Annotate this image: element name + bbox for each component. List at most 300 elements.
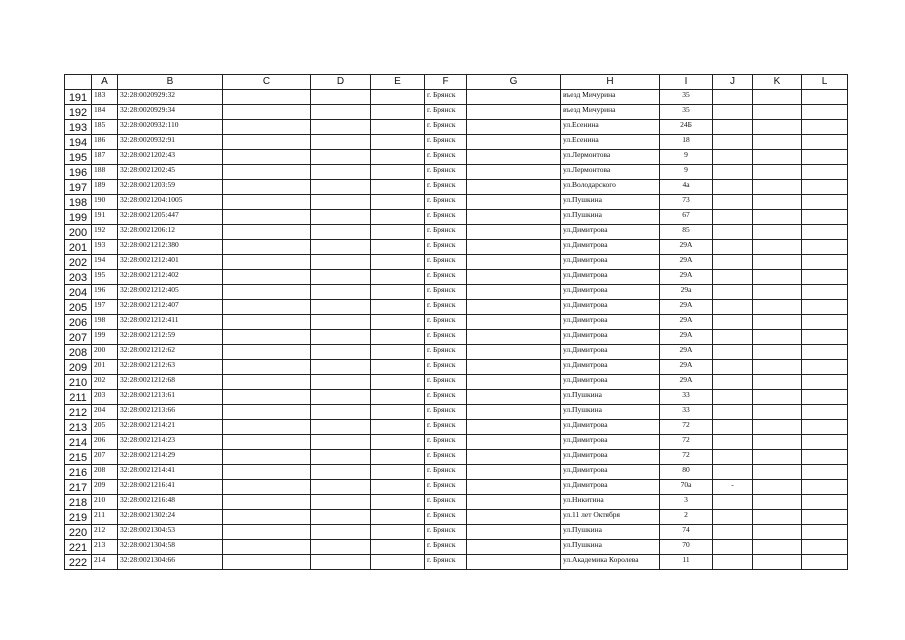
cell-k[interactable] xyxy=(753,495,802,510)
cell-b-cadastral-number[interactable]: 32:28:0021214:29 xyxy=(118,450,223,465)
cell-l[interactable] xyxy=(802,525,848,540)
cell-a[interactable]: 214 xyxy=(92,555,118,570)
cell-k[interactable] xyxy=(753,390,802,405)
row-number[interactable]: 216 xyxy=(65,465,92,480)
cell-l[interactable] xyxy=(802,465,848,480)
cell-a[interactable]: 184 xyxy=(92,105,118,120)
cell-l[interactable] xyxy=(802,375,848,390)
row-number[interactable]: 213 xyxy=(65,420,92,435)
row-number[interactable]: 201 xyxy=(65,240,92,255)
cell-c[interactable] xyxy=(223,90,311,105)
cell-i-house-number[interactable]: 18 xyxy=(660,135,713,150)
cell-i-house-number[interactable]: 85 xyxy=(660,225,713,240)
cell-l[interactable] xyxy=(802,450,848,465)
cell-j[interactable] xyxy=(713,315,753,330)
cell-b-cadastral-number[interactable]: 32:28:0021206:12 xyxy=(118,225,223,240)
cell-g[interactable] xyxy=(467,495,561,510)
cell-l[interactable] xyxy=(802,270,848,285)
cell-h-street[interactable]: ул.Лермонтова xyxy=(561,150,660,165)
cell-c[interactable] xyxy=(223,510,311,525)
cell-f-city[interactable]: г. Брянск xyxy=(425,390,467,405)
cell-g[interactable] xyxy=(467,450,561,465)
cell-i-house-number[interactable]: 29А xyxy=(660,375,713,390)
cell-h-street[interactable]: въезд Мичурина xyxy=(561,105,660,120)
cell-h-street[interactable]: ул.Пушкина xyxy=(561,390,660,405)
cell-f-city[interactable]: г. Брянск xyxy=(425,465,467,480)
cell-l[interactable] xyxy=(802,510,848,525)
cell-c[interactable] xyxy=(223,360,311,375)
cell-a[interactable]: 190 xyxy=(92,195,118,210)
cell-f-city[interactable]: г. Брянск xyxy=(425,435,467,450)
cell-c[interactable] xyxy=(223,165,311,180)
column-header-b[interactable]: B xyxy=(118,75,223,90)
cell-l[interactable] xyxy=(802,405,848,420)
cell-b-cadastral-number[interactable]: 32:28:0021204:1005 xyxy=(118,195,223,210)
cell-e[interactable] xyxy=(371,555,425,570)
cell-d[interactable] xyxy=(311,195,371,210)
row-number[interactable]: 204 xyxy=(65,285,92,300)
row-number[interactable]: 203 xyxy=(65,270,92,285)
cell-c[interactable] xyxy=(223,405,311,420)
cell-d[interactable] xyxy=(311,135,371,150)
cell-j[interactable] xyxy=(713,135,753,150)
cell-i-house-number[interactable]: 35 xyxy=(660,90,713,105)
cell-a[interactable]: 213 xyxy=(92,540,118,555)
cell-i-house-number[interactable]: 2 xyxy=(660,510,713,525)
cell-k[interactable] xyxy=(753,105,802,120)
cell-a[interactable]: 186 xyxy=(92,135,118,150)
cell-c[interactable] xyxy=(223,240,311,255)
cell-h-street[interactable]: ул.Пушкина xyxy=(561,195,660,210)
cell-g[interactable] xyxy=(467,510,561,525)
cell-h-street[interactable]: ул.Никитина xyxy=(561,495,660,510)
cell-i-house-number[interactable]: 29а xyxy=(660,285,713,300)
cell-k[interactable] xyxy=(753,240,802,255)
cell-f-city[interactable]: г. Брянск xyxy=(425,540,467,555)
cell-g[interactable] xyxy=(467,315,561,330)
cell-e[interactable] xyxy=(371,195,425,210)
cell-h-street[interactable]: ул.Пушкина xyxy=(561,405,660,420)
cell-b-cadastral-number[interactable]: 32:28:0021214:21 xyxy=(118,420,223,435)
cell-b-cadastral-number[interactable]: 32:28:0021212:59 xyxy=(118,330,223,345)
cell-j[interactable] xyxy=(713,495,753,510)
cell-k[interactable] xyxy=(753,525,802,540)
cell-k[interactable] xyxy=(753,480,802,495)
cell-h-street[interactable]: ул.Пушкина xyxy=(561,210,660,225)
cell-c[interactable] xyxy=(223,210,311,225)
cell-f-city[interactable]: г. Брянск xyxy=(425,90,467,105)
cell-f-city[interactable]: г. Брянск xyxy=(425,345,467,360)
row-number[interactable]: 191 xyxy=(65,90,92,105)
cell-j[interactable] xyxy=(713,285,753,300)
cell-f-city[interactable]: г. Брянск xyxy=(425,285,467,300)
cell-j[interactable] xyxy=(713,540,753,555)
cell-e[interactable] xyxy=(371,135,425,150)
cell-e[interactable] xyxy=(371,525,425,540)
cell-k[interactable] xyxy=(753,165,802,180)
column-header-h[interactable]: H xyxy=(561,75,660,90)
cell-i-house-number[interactable]: 29А xyxy=(660,315,713,330)
cell-c[interactable] xyxy=(223,195,311,210)
cell-b-cadastral-number[interactable]: 32:28:0021212:411 xyxy=(118,315,223,330)
cell-e[interactable] xyxy=(371,345,425,360)
cell-l[interactable] xyxy=(802,285,848,300)
cell-e[interactable] xyxy=(371,285,425,300)
cell-k[interactable] xyxy=(753,90,802,105)
cell-i-house-number[interactable]: 29А xyxy=(660,270,713,285)
cell-a[interactable]: 204 xyxy=(92,405,118,420)
cell-f-city[interactable]: г. Брянск xyxy=(425,225,467,240)
cell-k[interactable] xyxy=(753,285,802,300)
cell-i-house-number[interactable]: 33 xyxy=(660,405,713,420)
cell-j[interactable] xyxy=(713,90,753,105)
cell-c[interactable] xyxy=(223,270,311,285)
cell-j[interactable] xyxy=(713,360,753,375)
cell-j[interactable] xyxy=(713,465,753,480)
cell-i-house-number[interactable]: 11 xyxy=(660,555,713,570)
cell-k[interactable] xyxy=(753,510,802,525)
cell-f-city[interactable]: г. Брянск xyxy=(425,255,467,270)
cell-e[interactable] xyxy=(371,255,425,270)
cell-k[interactable] xyxy=(753,405,802,420)
cell-i-house-number[interactable]: 35 xyxy=(660,105,713,120)
row-number[interactable]: 196 xyxy=(65,165,92,180)
cell-i-house-number[interactable]: 67 xyxy=(660,210,713,225)
row-number[interactable]: 192 xyxy=(65,105,92,120)
cell-j[interactable] xyxy=(713,120,753,135)
cell-f-city[interactable]: г. Брянск xyxy=(425,210,467,225)
row-number[interactable]: 215 xyxy=(65,450,92,465)
cell-l[interactable] xyxy=(802,225,848,240)
cell-a[interactable]: 191 xyxy=(92,210,118,225)
cell-h-street[interactable]: ул.Димитрова xyxy=(561,270,660,285)
cell-i-house-number[interactable]: 80 xyxy=(660,465,713,480)
cell-c[interactable] xyxy=(223,300,311,315)
column-header-c[interactable]: C xyxy=(223,75,311,90)
row-number[interactable]: 205 xyxy=(65,300,92,315)
cell-g[interactable] xyxy=(467,105,561,120)
cell-a[interactable]: 185 xyxy=(92,120,118,135)
cell-e[interactable] xyxy=(371,390,425,405)
cell-a[interactable]: 195 xyxy=(92,270,118,285)
cell-h-street[interactable]: ул.11 лет Октября xyxy=(561,510,660,525)
cell-h-street[interactable]: ул.Димитрова xyxy=(561,255,660,270)
cell-a[interactable]: 192 xyxy=(92,225,118,240)
cell-b-cadastral-number[interactable]: 32:28:0021212:401 xyxy=(118,255,223,270)
column-header-e[interactable]: E xyxy=(371,75,425,90)
column-header-l[interactable]: L xyxy=(802,75,848,90)
cell-a[interactable]: 205 xyxy=(92,420,118,435)
cell-h-street[interactable]: ул.Димитрова xyxy=(561,435,660,450)
cell-e[interactable] xyxy=(371,375,425,390)
cell-b-cadastral-number[interactable]: 32:28:0021302:24 xyxy=(118,510,223,525)
cell-d[interactable] xyxy=(311,270,371,285)
cell-a[interactable]: 199 xyxy=(92,330,118,345)
cell-b-cadastral-number[interactable]: 32:28:0020929:34 xyxy=(118,105,223,120)
cell-g[interactable] xyxy=(467,300,561,315)
cell-j[interactable] xyxy=(713,270,753,285)
cell-l[interactable] xyxy=(802,495,848,510)
cell-h-street[interactable]: ул.Димитрова xyxy=(561,300,660,315)
cell-g[interactable] xyxy=(467,375,561,390)
cell-f-city[interactable]: г. Брянск xyxy=(425,165,467,180)
cell-g[interactable] xyxy=(467,150,561,165)
cell-e[interactable] xyxy=(371,405,425,420)
cell-e[interactable] xyxy=(371,165,425,180)
cell-f-city[interactable]: г. Брянск xyxy=(425,555,467,570)
cell-a[interactable]: 210 xyxy=(92,495,118,510)
cell-c[interactable] xyxy=(223,390,311,405)
cell-e[interactable] xyxy=(371,495,425,510)
cell-i-house-number[interactable]: 29А xyxy=(660,255,713,270)
cell-j[interactable] xyxy=(713,330,753,345)
cell-h-street[interactable]: ул.Димитрова xyxy=(561,345,660,360)
cell-d[interactable] xyxy=(311,480,371,495)
cell-f-city[interactable]: г. Брянск xyxy=(425,300,467,315)
cell-h-street[interactable]: ул.Димитрова xyxy=(561,285,660,300)
cell-k[interactable] xyxy=(753,420,802,435)
cell-c[interactable] xyxy=(223,180,311,195)
row-number[interactable]: 200 xyxy=(65,225,92,240)
cell-e[interactable] xyxy=(371,120,425,135)
cell-i-house-number[interactable]: 4а xyxy=(660,180,713,195)
cell-f-city[interactable]: г. Брянск xyxy=(425,240,467,255)
cell-l[interactable] xyxy=(802,165,848,180)
cell-d[interactable] xyxy=(311,450,371,465)
cell-h-street[interactable]: ул.Димитрова xyxy=(561,240,660,255)
cell-h-street[interactable]: ул.Димитрова xyxy=(561,315,660,330)
cell-d[interactable] xyxy=(311,165,371,180)
cell-e[interactable] xyxy=(371,180,425,195)
cell-d[interactable] xyxy=(311,360,371,375)
cell-b-cadastral-number[interactable]: 32:28:0020932:91 xyxy=(118,135,223,150)
cell-i-house-number[interactable]: 70 xyxy=(660,540,713,555)
cell-d[interactable] xyxy=(311,540,371,555)
cell-e[interactable] xyxy=(371,300,425,315)
cell-b-cadastral-number[interactable]: 32:28:0021202:43 xyxy=(118,150,223,165)
cell-a[interactable]: 196 xyxy=(92,285,118,300)
cell-e[interactable] xyxy=(371,420,425,435)
cell-g[interactable] xyxy=(467,345,561,360)
cell-k[interactable] xyxy=(753,120,802,135)
cell-b-cadastral-number[interactable]: 32:28:0021212:63 xyxy=(118,360,223,375)
cell-k[interactable] xyxy=(753,450,802,465)
cell-g[interactable] xyxy=(467,240,561,255)
cell-f-city[interactable]: г. Брянск xyxy=(425,270,467,285)
cell-d[interactable] xyxy=(311,180,371,195)
cell-k[interactable] xyxy=(753,225,802,240)
cell-b-cadastral-number[interactable]: 32:28:0021205:447 xyxy=(118,210,223,225)
cell-j[interactable] xyxy=(713,150,753,165)
cell-i-house-number[interactable]: 3 xyxy=(660,495,713,510)
cell-j[interactable] xyxy=(713,165,753,180)
cell-l[interactable] xyxy=(802,105,848,120)
cell-g[interactable] xyxy=(467,555,561,570)
cell-d[interactable] xyxy=(311,255,371,270)
cell-i-house-number[interactable]: 70а xyxy=(660,480,713,495)
cell-k[interactable] xyxy=(753,195,802,210)
cell-f-city[interactable]: г. Брянск xyxy=(425,480,467,495)
cell-l[interactable] xyxy=(802,555,848,570)
cell-f-city[interactable]: г. Брянск xyxy=(425,195,467,210)
cell-c[interactable] xyxy=(223,255,311,270)
row-number[interactable]: 202 xyxy=(65,255,92,270)
cell-a[interactable]: 193 xyxy=(92,240,118,255)
cell-l[interactable] xyxy=(802,135,848,150)
cell-e[interactable] xyxy=(371,510,425,525)
cell-c[interactable] xyxy=(223,375,311,390)
row-number[interactable]: 210 xyxy=(65,375,92,390)
cell-k[interactable] xyxy=(753,465,802,480)
cell-j[interactable] xyxy=(713,210,753,225)
cell-g[interactable] xyxy=(467,465,561,480)
cell-i-house-number[interactable]: 72 xyxy=(660,435,713,450)
column-header-i[interactable]: I xyxy=(660,75,713,90)
cell-e[interactable] xyxy=(371,225,425,240)
cell-k[interactable] xyxy=(753,255,802,270)
cell-g[interactable] xyxy=(467,330,561,345)
cell-c[interactable] xyxy=(223,420,311,435)
cell-k[interactable] xyxy=(753,540,802,555)
cell-j[interactable] xyxy=(713,345,753,360)
cell-e[interactable] xyxy=(371,450,425,465)
cell-k[interactable] xyxy=(753,150,802,165)
cell-b-cadastral-number[interactable]: 32:28:0021202:45 xyxy=(118,165,223,180)
cell-c[interactable] xyxy=(223,105,311,120)
cell-f-city[interactable]: г. Брянск xyxy=(425,330,467,345)
cell-d[interactable] xyxy=(311,495,371,510)
cell-d[interactable] xyxy=(311,210,371,225)
row-number[interactable]: 211 xyxy=(65,390,92,405)
cell-k[interactable] xyxy=(753,315,802,330)
cell-l[interactable] xyxy=(802,420,848,435)
cell-l[interactable] xyxy=(802,330,848,345)
cell-l[interactable] xyxy=(802,90,848,105)
cell-j[interactable] xyxy=(713,450,753,465)
cell-d[interactable] xyxy=(311,225,371,240)
cell-k[interactable] xyxy=(753,180,802,195)
row-number[interactable]: 194 xyxy=(65,135,92,150)
cell-f-city[interactable]: г. Брянск xyxy=(425,315,467,330)
cell-l[interactable] xyxy=(802,120,848,135)
row-number[interactable]: 214 xyxy=(65,435,92,450)
cell-c[interactable] xyxy=(223,150,311,165)
row-number[interactable]: 217 xyxy=(65,480,92,495)
row-number[interactable]: 198 xyxy=(65,195,92,210)
row-number[interactable]: 220 xyxy=(65,525,92,540)
cell-a[interactable]: 211 xyxy=(92,510,118,525)
cell-e[interactable] xyxy=(371,210,425,225)
cell-c[interactable] xyxy=(223,480,311,495)
cell-h-street[interactable]: ул.Димитрова xyxy=(561,450,660,465)
cell-f-city[interactable]: г. Брянск xyxy=(425,105,467,120)
cell-k[interactable] xyxy=(753,270,802,285)
cell-l[interactable] xyxy=(802,540,848,555)
cell-f-city[interactable]: г. Брянск xyxy=(425,495,467,510)
row-number[interactable]: 218 xyxy=(65,495,92,510)
cell-b-cadastral-number[interactable]: 32:28:0021212:68 xyxy=(118,375,223,390)
cell-h-street[interactable]: въезд Мичурина xyxy=(561,90,660,105)
cell-e[interactable] xyxy=(371,315,425,330)
cell-h-street[interactable]: ул.Димитрова xyxy=(561,225,660,240)
cell-a[interactable]: 197 xyxy=(92,300,118,315)
cell-e[interactable] xyxy=(371,90,425,105)
cell-b-cadastral-number[interactable]: 32:28:0021304:53 xyxy=(118,525,223,540)
cell-g[interactable] xyxy=(467,210,561,225)
cell-d[interactable] xyxy=(311,555,371,570)
cell-d[interactable] xyxy=(311,90,371,105)
cell-f-city[interactable]: г. Брянск xyxy=(425,360,467,375)
cell-j[interactable] xyxy=(713,555,753,570)
cell-a[interactable]: 206 xyxy=(92,435,118,450)
cell-b-cadastral-number[interactable]: 32:28:0021214:23 xyxy=(118,435,223,450)
cell-b-cadastral-number[interactable]: 32:28:0021213:61 xyxy=(118,390,223,405)
cell-k[interactable] xyxy=(753,135,802,150)
cell-j[interactable] xyxy=(713,105,753,120)
cell-l[interactable] xyxy=(802,195,848,210)
column-header-f[interactable]: F xyxy=(425,75,467,90)
cell-b-cadastral-number[interactable]: 32:28:0021216:41 xyxy=(118,480,223,495)
cell-k[interactable] xyxy=(753,330,802,345)
cell-b-cadastral-number[interactable]: 32:28:0021212:405 xyxy=(118,285,223,300)
cell-d[interactable] xyxy=(311,150,371,165)
row-number[interactable]: 221 xyxy=(65,540,92,555)
cell-l[interactable] xyxy=(802,435,848,450)
cell-a[interactable]: 200 xyxy=(92,345,118,360)
cell-j[interactable] xyxy=(713,180,753,195)
cell-g[interactable] xyxy=(467,135,561,150)
cell-d[interactable] xyxy=(311,105,371,120)
cell-e[interactable] xyxy=(371,240,425,255)
cell-b-cadastral-number[interactable]: 32:28:0021214:41 xyxy=(118,465,223,480)
cell-f-city[interactable]: г. Брянск xyxy=(425,525,467,540)
cell-d[interactable] xyxy=(311,240,371,255)
row-number[interactable]: 208 xyxy=(65,345,92,360)
cell-f-city[interactable]: г. Брянск xyxy=(425,120,467,135)
cell-g[interactable] xyxy=(467,360,561,375)
corner-cell[interactable] xyxy=(65,75,92,90)
cell-e[interactable] xyxy=(371,270,425,285)
cell-f-city[interactable]: г. Брянск xyxy=(425,450,467,465)
cell-a[interactable]: 207 xyxy=(92,450,118,465)
cell-h-street[interactable]: ул.Есенина xyxy=(561,120,660,135)
row-number[interactable]: 212 xyxy=(65,405,92,420)
cell-e[interactable] xyxy=(371,105,425,120)
cell-i-house-number[interactable]: 33 xyxy=(660,390,713,405)
cell-j[interactable] xyxy=(713,435,753,450)
cell-c[interactable] xyxy=(223,525,311,540)
cell-g[interactable] xyxy=(467,525,561,540)
cell-c[interactable] xyxy=(223,330,311,345)
cell-d[interactable] xyxy=(311,405,371,420)
cell-i-house-number[interactable]: 29А xyxy=(660,360,713,375)
cell-a[interactable]: 212 xyxy=(92,525,118,540)
cell-h-street[interactable]: ул.Лермонтова xyxy=(561,165,660,180)
cell-b-cadastral-number[interactable]: 32:28:0021216:48 xyxy=(118,495,223,510)
cell-e[interactable] xyxy=(371,540,425,555)
cell-a[interactable]: 209 xyxy=(92,480,118,495)
cell-f-city[interactable]: г. Брянск xyxy=(425,180,467,195)
cell-k[interactable] xyxy=(753,360,802,375)
cell-d[interactable] xyxy=(311,375,371,390)
row-number[interactable]: 199 xyxy=(65,210,92,225)
cell-h-street[interactable]: ул.Димитрова xyxy=(561,420,660,435)
cell-c[interactable] xyxy=(223,345,311,360)
cell-k[interactable] xyxy=(753,375,802,390)
cell-b-cadastral-number[interactable]: 32:28:0020932:110 xyxy=(118,120,223,135)
cell-c[interactable] xyxy=(223,120,311,135)
cell-e[interactable] xyxy=(371,465,425,480)
